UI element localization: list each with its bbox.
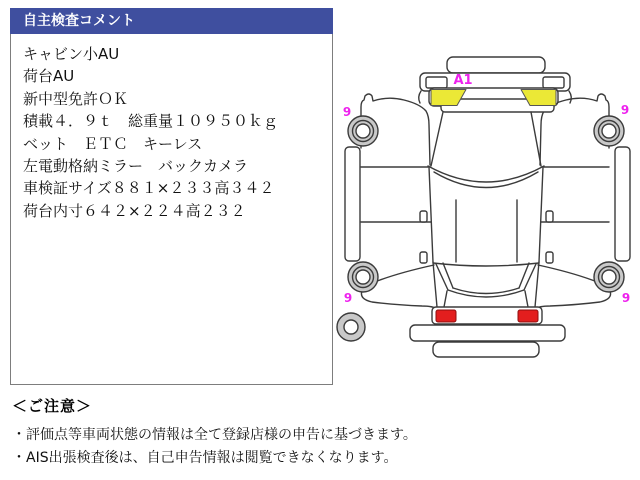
- door-handles: [420, 211, 553, 263]
- rocker-panel-right: [615, 147, 630, 261]
- marker-a1: A1: [453, 73, 473, 88]
- marker-wheel-front-left: 9: [342, 105, 352, 119]
- marker-wheel-front-right: 9: [620, 103, 630, 117]
- comment-line: 車検証サイズ８８１×２３３高３４２: [23, 179, 275, 198]
- comment-line: ベット ＥＴＣ キーレス: [23, 134, 203, 153]
- comment-line: 荷台内寸６４２×２２４高２３２: [23, 201, 246, 220]
- panel-header: [10, 8, 333, 34]
- rear-window: [433, 262, 539, 307]
- notice-item: ・評価点等車両状態の情報は全て登録店様の申告に基づきます。: [12, 427, 417, 443]
- rocker-panel-left: [345, 147, 360, 261]
- spare-tire: [337, 313, 365, 341]
- notice-block: [10, 395, 630, 470]
- comment-line: 新中型免許ＯＫ: [23, 89, 129, 108]
- comment-box: [10, 34, 333, 385]
- marker-wheel-rear-left: 9: [343, 291, 353, 305]
- marker-wheel-rear-right: 9: [621, 291, 631, 305]
- taillight-right: [518, 310, 538, 322]
- taillight-left: [436, 310, 456, 322]
- roof: [433, 200, 539, 266]
- comment-line: キャビン小AU: [23, 45, 120, 63]
- headlight-band: [429, 88, 558, 112]
- side-body-lines: [361, 167, 609, 262]
- wheel-front-right: [594, 116, 624, 146]
- wheel-front-left: [348, 116, 378, 146]
- comment-line: 荷台AU: [23, 67, 75, 86]
- comment-line: 左電動格納ミラー バックカメラ: [23, 157, 249, 176]
- comment-line: 積載４．９ｔ 総重量１０９５０ｋｇ: [23, 112, 279, 131]
- notice-item: ・AIS出張検査後は、自己申告情報は閲覧できなくなります。: [12, 450, 398, 466]
- wheel-rear-left: [348, 262, 378, 292]
- windshield: [428, 112, 544, 188]
- panel-title: 自主検査コメント: [23, 13, 135, 29]
- vehicle-condition-diagram: [330, 40, 640, 370]
- wheel-rear-right: [594, 262, 624, 292]
- notice-heading: ＜ご注意＞: [12, 397, 93, 415]
- vehicle-diagram-svg: [330, 40, 640, 370]
- rear-bumper: [410, 307, 565, 357]
- self-inspection-comment-panel: [10, 8, 333, 385]
